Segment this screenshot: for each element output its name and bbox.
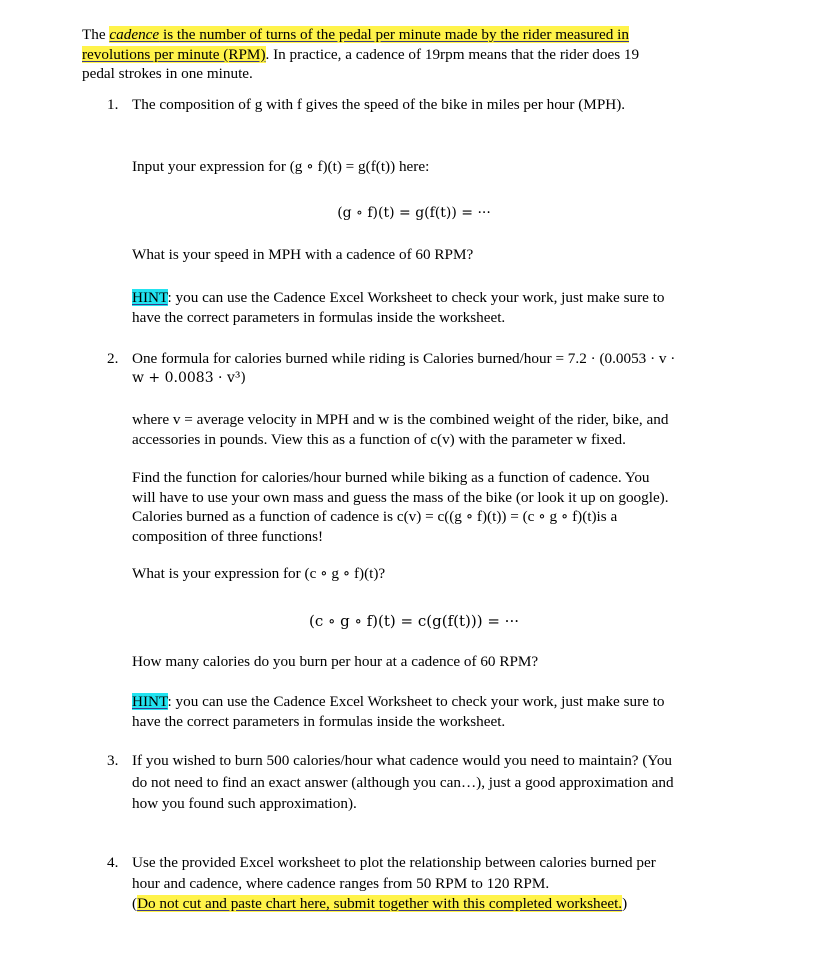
hint-label: HINT [132, 693, 168, 710]
hint-label: HINT [132, 289, 168, 306]
item-2-formula [132, 349, 732, 388]
item-1-equation: (g ∘ f)(t) = g(f(t)) = ··· [337, 205, 491, 221]
item-2-line1: One formula for calories burned while riding is Calories burned/hour = 7.2 · (0.0053 · v · [132, 350, 676, 367]
item-3-line2: do not need to find an exact answer (although you can…), just a good approximation and [132, 773, 674, 791]
item-2-question: What is your expression for (c ∘ g ∘ f)(t)? [132, 565, 386, 582]
item-3-line1: If you wished to burn 500 calories/hour what cadence would you need to maintain? (You [132, 752, 673, 769]
item-1-hint [132, 288, 732, 327]
item-1-text: The composition of g with f gives the speed of the bike in miles per hour (MPH). [132, 96, 626, 113]
item-3-number: 3. [107, 752, 119, 769]
item-2-number: 2. [107, 350, 119, 367]
item-2-where1: where v = average velocity in MPH and w is the combined weight of the rider, bike, and [132, 411, 669, 428]
item-2-hint [132, 692, 732, 731]
note-close-paren: ) [622, 895, 628, 912]
item-2-where2: accessories in pounds. View this as a function of c(v) with the parameter w fixed. [132, 430, 626, 448]
item-2-line2: w + 0.0083 · v³) [132, 369, 246, 386]
item-3-line3: how you found such approximation). [132, 795, 357, 812]
hint-text: : you can use the Cadence Excel Worksheet to check your work, just make sure to [167, 289, 665, 306]
intro-the: The [82, 26, 106, 43]
item-2-find2: will have to use your own mass and guess the mass of the bike (or look it up on google). [132, 488, 669, 506]
item-2-where [132, 410, 732, 449]
item-2-find3: Calories burned as a function of cadence is c(v) = c((g ∘ f)(t)) = (c ∘ g ∘ f)(t)is a [132, 508, 618, 525]
intro-paragraph [82, 25, 722, 84]
item-2-find1: Find the function for calories/hour burned while biking as a function of cadence. You [132, 469, 650, 486]
item-3-text [132, 751, 742, 814]
intro-example: . In practice, a cadence of 19rpm means that the rider does 19 [265, 45, 640, 63]
hint-text-2: have the correct parameters in formulas inside the worksheet. [132, 712, 506, 730]
item-2-find4: composition of three functions! [132, 527, 324, 545]
note-open-paren: ( [132, 895, 138, 912]
item-4-line1: Use the provided Excel worksheet to plot the relationship between calories burned per [132, 854, 656, 871]
item-2-find [132, 468, 732, 546]
item-4-number: 4. [107, 854, 119, 871]
hint-text-2: have the correct parameters in formulas inside the worksheet. [132, 308, 506, 326]
item-1-question: What is your speed in MPH with a cadence of 60 RPM? [132, 246, 474, 263]
intro-example-end: pedal strokes in one minute. [82, 65, 253, 82]
cadence-term: cadence [109, 26, 160, 43]
item-2-question2: How many calories do you burn per hour at a cadence of 60 RPM? [132, 653, 539, 670]
hint-text: : you can use the Cadence Excel Worksheet to check your work, just make sure to [167, 693, 665, 710]
item-1-input-prompt: Input your expression for (g ∘ f)(t) = g(f(t)) here: [132, 158, 430, 175]
rpm-definition: revolutions per minute (RPM) [82, 45, 266, 63]
intro-definition: is the number of turns of the pedal per minute made by the rider measured in [162, 26, 629, 43]
item-2-equation: (c ∘ g ∘ f)(t) = c(g(f(t))) = ··· [309, 612, 519, 630]
item-4-text [132, 853, 742, 914]
item-4-line2: hour and cadence, where cadence ranges from 50 RPM to 120 RPM. [132, 874, 550, 892]
item-1-number: 1. [107, 96, 119, 113]
submission-note: Do not cut and paste chart here, submit together with this completed worksheet. [137, 895, 623, 912]
